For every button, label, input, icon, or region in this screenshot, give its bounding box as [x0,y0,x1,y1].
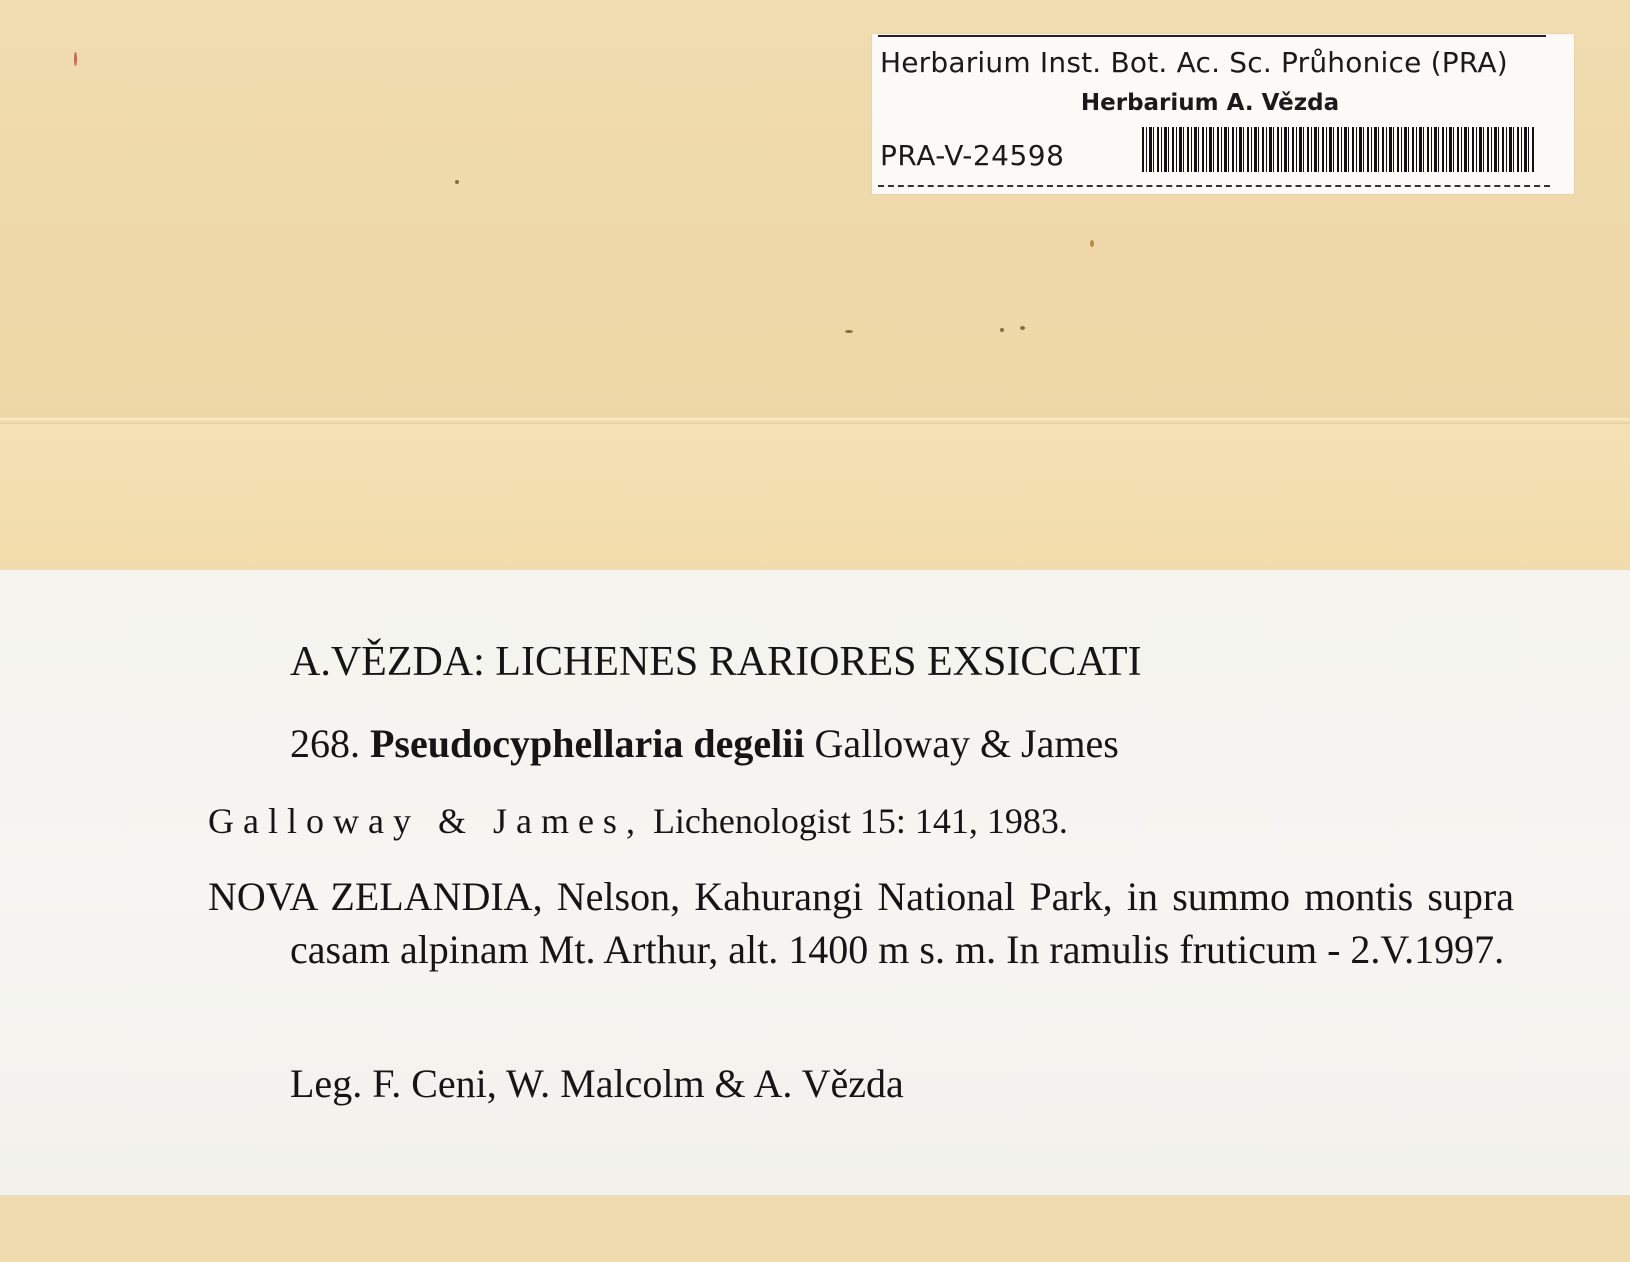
catalog-number: PRA-V-24598 [880,139,1065,172]
citation-authors: Galloway & James, [208,801,644,841]
paper-speck [455,180,459,184]
envelope-body [0,424,1630,574]
collectors-line: Leg. F. Ceni, W. Malcolm & A. Vězda [290,1061,904,1106]
collection-name: Herbarium A. Vězda [1080,90,1340,116]
paper-speck [845,330,853,333]
institution-name: Herbarium Inst. Bot. Ac. Sc. Průhonice (PRA) [880,46,1508,79]
label-top-rule [878,35,1546,37]
envelope-bottom [0,1195,1630,1262]
locality-text: NOVA ZELANDIA, Nelson, Kahurangi National Park, in summo montis supra casam alpinam Mt. Arthur, alt. 1400 m s. m. In ramulis fruticum - 2.V.1997. [208,874,1514,972]
paper-speck [1090,240,1094,247]
species-line [290,720,1119,767]
paper-speck [74,52,77,66]
barcode-icon [1142,127,1534,172]
herbarium-barcode-label [872,34,1574,194]
paper-speck [1020,326,1025,330]
exsiccata-number: 268. [290,721,360,766]
label-dashed-rule [878,185,1550,187]
exsiccata-label [0,570,1630,1195]
species-name: Pseudocyphellaria degelii [370,721,805,766]
species-authority: Galloway & James [814,721,1119,766]
paper-speck [1000,328,1004,332]
citation-line [208,800,1068,842]
series-title: A.VĚZDA: LICHENES RARIORES EXSICCATI [290,639,1142,685]
citation-reference: Lichenologist 15: 141, 1983. [652,801,1068,841]
